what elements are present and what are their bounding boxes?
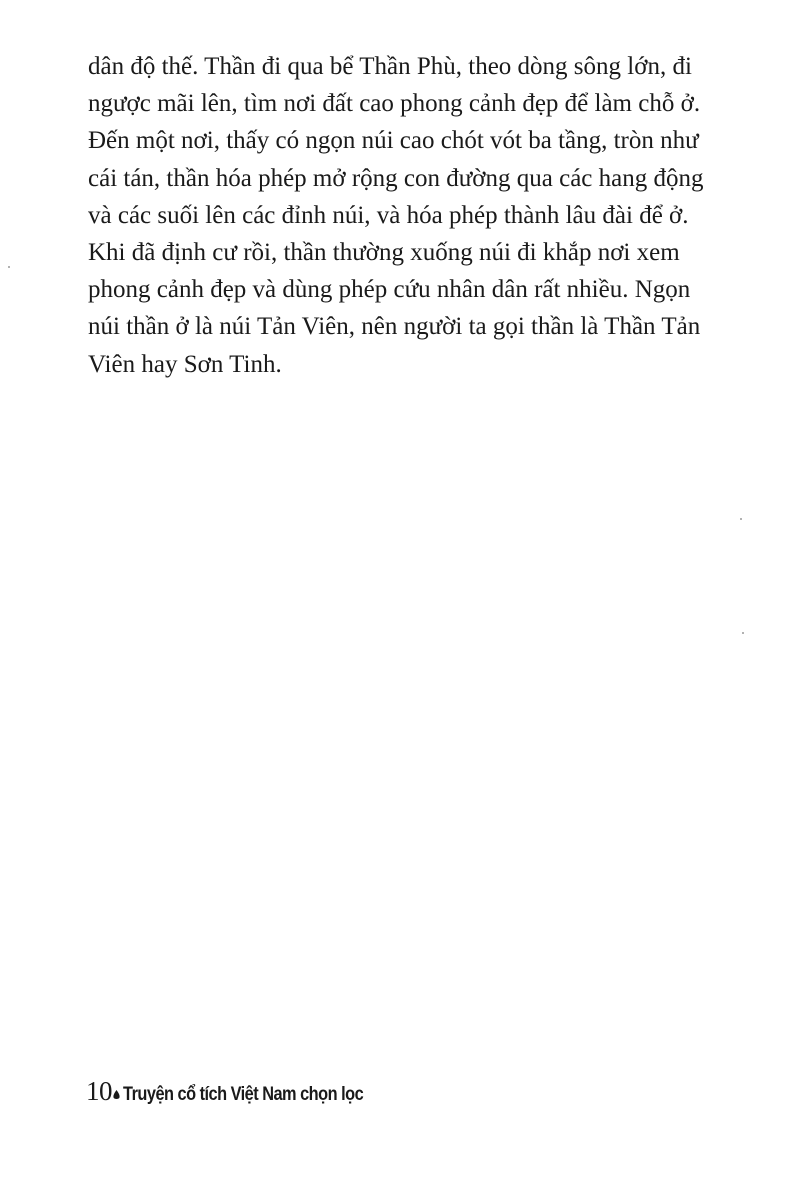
text-line-7: phong cảnh đẹp và dùng phép cứu nhân dân rất nhiều. Ngọn [88,276,691,304]
scan-speck [8,266,10,268]
page-footer [86,1076,402,1110]
body-paragraph [88,48,768,383]
text-line-1: dân độ thế. Thần đi qua bể Thần Phù, theo dòng sông lớn, đi [88,53,692,80]
text-line-5: và các suối lên các đỉnh núi, và hóa phép thành lâu đài để ở. [88,201,689,229]
page-number: 10 [86,1076,112,1106]
text-line-2: ngược mãi lên, tìm nơi đất cao phong cảnh đẹp để làm chỗ ở. [88,90,701,118]
text-line-9: Viên hay Sơn Tinh. [88,350,282,378]
scan-speck [742,632,744,634]
leaf-bullet-icon [113,1090,120,1100]
book-title: Truyện cổ tích Việt Nam chọn lọc [123,1084,364,1105]
scan-speck [740,518,742,520]
text-line-6: Khi đã định cư rồi, thần thường xuống núi đi khắp nơi xem [88,239,680,267]
text-line-3: Đến một nơi, thấy có ngọn núi cao chót vót ba tầng, tròn như [88,127,699,155]
text-line-4: cái tán, thần hóa phép mở rộng con đường qua các hang động [88,164,704,192]
text-line-8: núi thần ở là núi Tản Viên, nên người ta gọi thần là Thần Tản [88,313,701,341]
